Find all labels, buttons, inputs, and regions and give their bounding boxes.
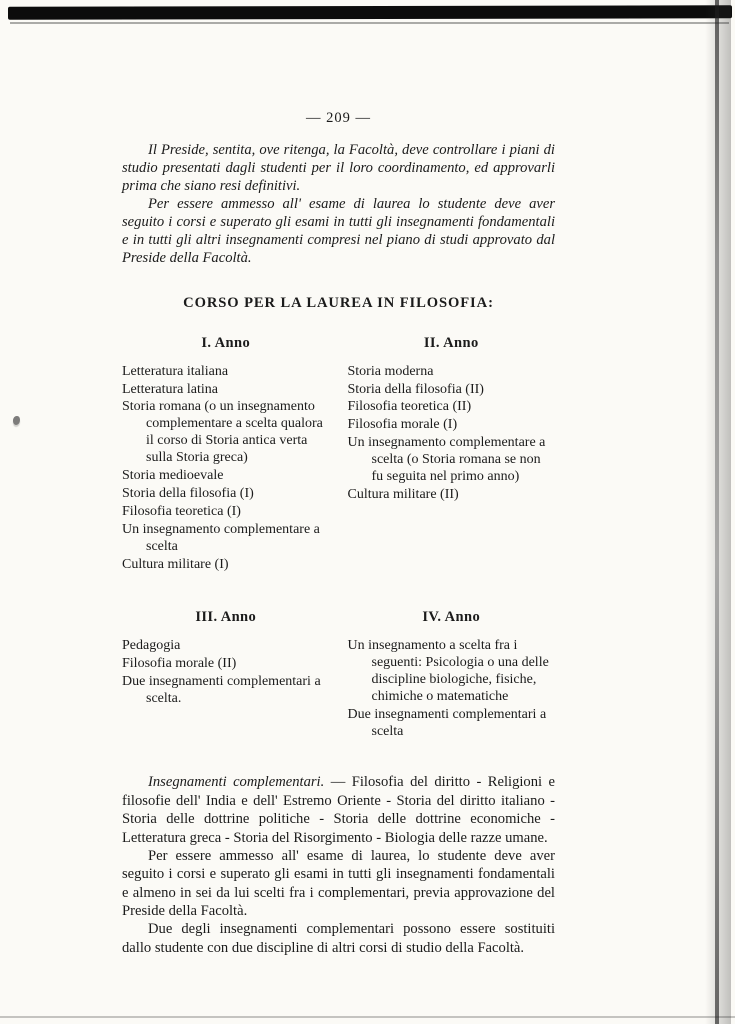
subject-item: Storia moderna (347, 363, 434, 379)
subject-item: Un insegnamento complementare a scelta (o Storia romana se non fu seguita nel primo anno) (347, 435, 546, 485)
subject-item: Pedagogia (122, 637, 181, 653)
year-2-subject-list (348, 364, 556, 505)
intro-paragraph-1: Il Preside, sentita, ove ritenga, la Facoltà, deve controllare i piani di studio presentati dagli studenti per il loro coordinamento, ed approvarli prima che siano resi definitivi. (122, 142, 555, 194)
year-1-title: I. Anno (201, 334, 251, 351)
scan-edge-top (8, 5, 732, 20)
subject-item: Cultura militare (II) (347, 487, 459, 503)
subject-item: Storia della filosofia (I) (122, 486, 254, 502)
subject-item: Letteratura latina (122, 381, 218, 397)
intro-paragraph-2: Per essere ammesso all' esame di laurea lo studente deve aver seguito i corsi e superato gli esami in tutti gli insegnamenti fondamentali e in tutti gli altri insegnamenti compresi nel piano di studi approvato dal Preside della Facoltà. (122, 195, 555, 266)
complementari-paragraph (122, 773, 555, 847)
year-1-subject-list (122, 364, 330, 574)
subject-item: Filosofia morale (I) (347, 417, 458, 433)
column-year-4 (348, 609, 556, 742)
column-year-3 (122, 609, 330, 742)
subject-item: Storia romana (o un insegnamento complementare a scelta qualora il corso di Storia antica verta sulla Storia greca) (122, 399, 323, 466)
subject-item: Due insegnamenti complementari a scelta (347, 706, 547, 739)
year-2-title: II. Anno (423, 334, 479, 351)
subject-item: Filosofia teoretica (II) (347, 399, 472, 415)
column-year-2 (348, 335, 556, 575)
column-year-1 (122, 335, 330, 575)
scan-edge-top-thin (10, 22, 729, 24)
course-heading: CORSO PER LA LAUREA IN FILOSOFIA: (183, 294, 494, 311)
year-4-subject-list (348, 638, 556, 741)
subject-item: Filosofia teoretica (I) (122, 504, 241, 520)
subject-item: Un insegnamento complementare a scelta (122, 522, 320, 554)
page-number: — 209 — (306, 110, 371, 126)
years-row-1 (122, 335, 555, 575)
year-3-title: III. Anno (195, 608, 257, 625)
scan-edge-bottom (0, 1016, 735, 1018)
scan-ink-spot (13, 416, 20, 425)
complementari-list: — Filosofia del diritto - Religioni e filosofie dell' India e dell' Estremo Oriente - Storia del diritto italiano - Storia delle dottrine politiche - Storia delle dottrine economiche - Letteratura greca - Storia del Risorgimento - Biologia delle razze umane. (122, 774, 555, 846)
scan-edge-right-streak (715, 0, 719, 1024)
subject-item: Filosofia morale (II) (122, 655, 237, 671)
closing-paragraph-3: Due degli insegnamenti complementari possono essere sostituiti dallo studente con due discipline di altri corsi di studio della Facoltà. (122, 921, 555, 956)
closing-paragraph-2: Per essere ammesso all' esame di laurea, lo studente deve aver seguito i corsi e superato gli esami in tutti gli insegnamenti fondamentali e almeno in sei da lui scelti fra i complementari, previa approvazione del Preside della Facoltà. (122, 847, 555, 920)
closing-section (122, 773, 555, 957)
years-row-2 (122, 609, 555, 742)
complementari-lead: Insegnamenti complementari. (148, 774, 325, 791)
subject-item: Cultura militare (I) (122, 556, 229, 572)
year-3-subject-list (122, 638, 330, 708)
subject-item: Un insegnamento a scelta fra i seguenti: Psicologia o una delle discipline biologiche, fisiche, chimiche o matematiche (347, 637, 549, 704)
subject-item: Letteratura italiana (122, 363, 229, 379)
subject-item: Due insegnamenti complementari a scelta. (122, 673, 321, 706)
intro-section (122, 142, 555, 268)
subject-item: Storia medioevale (122, 468, 224, 484)
subject-item: Storia della filosofia (II) (347, 381, 484, 397)
year-4-title: IV. Anno (422, 608, 481, 625)
document-page (122, 110, 555, 957)
